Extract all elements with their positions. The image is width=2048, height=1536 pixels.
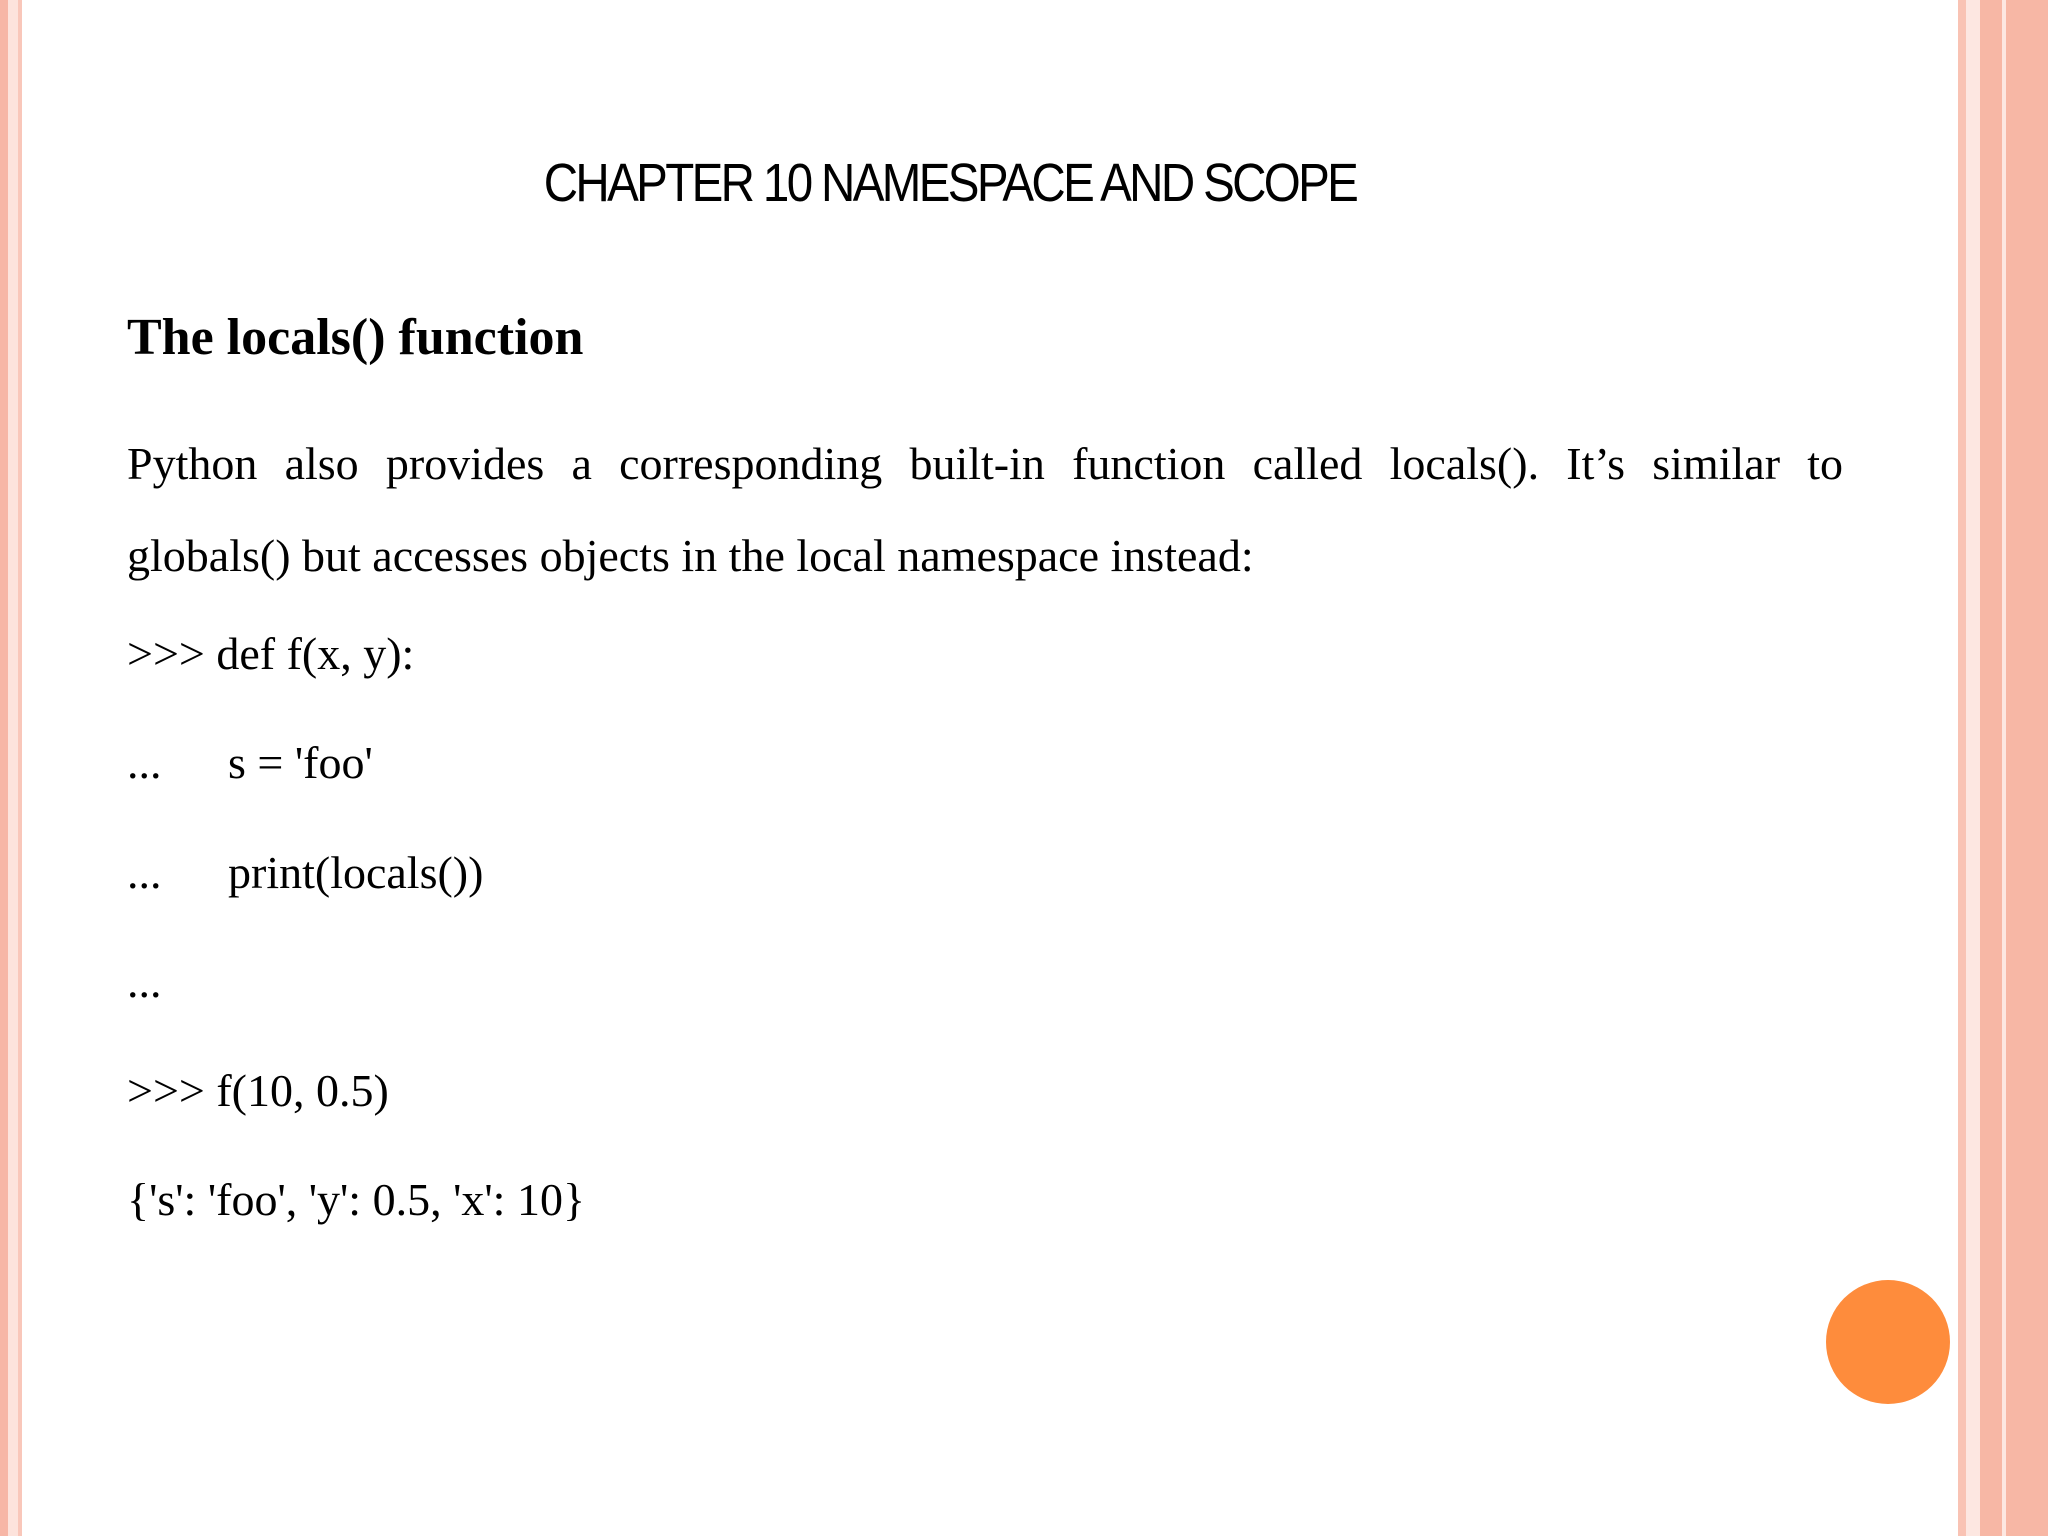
section-heading: The locals() function: [127, 309, 584, 366]
code-line-4: [127, 955, 228, 1008]
code-text: print(locals()): [228, 847, 484, 898]
code-text: s = 'foo': [228, 737, 373, 788]
chapter-title: CHAPTER 10 NAMESPACE AND SCOPE: [543, 153, 1357, 213]
code-prompt: >>>: [127, 1065, 217, 1116]
code-line-5: [127, 1064, 389, 1117]
code-line-3: [127, 846, 483, 899]
code-prompt: ...: [127, 956, 162, 1007]
body-paragraph: Python also provides a corresponding built-in function called locals(). It’s similar to globals() but accesses objects in the local namespace instead:: [127, 438, 1843, 581]
code-output-line: [127, 1173, 585, 1226]
code-line-1: [127, 627, 414, 680]
left-border-stripe: [0, 0, 8, 1536]
right-border-stripe-thin: [1958, 0, 1966, 1536]
code-prompt: ...: [127, 847, 162, 898]
right-border-stripe-outer: [2006, 0, 2048, 1536]
code-text: {'s': 'foo', 'y': 0.5, 'x': 10}: [127, 1174, 586, 1225]
code-line-2: [127, 736, 373, 789]
code-prompt: ...: [127, 737, 162, 788]
left-border-line: [18, 0, 22, 1536]
code-text: f(10, 0.5): [216, 1065, 389, 1116]
code-text: def f(x, y):: [216, 628, 415, 679]
right-border-stripe-light: [1966, 0, 1980, 1536]
code-prompt: >>>: [127, 628, 217, 679]
right-border-stripe-wide: [1980, 0, 2002, 1536]
orange-circle-decoration: [1826, 1280, 1950, 1404]
left-border-stripe-light: [8, 0, 18, 1536]
